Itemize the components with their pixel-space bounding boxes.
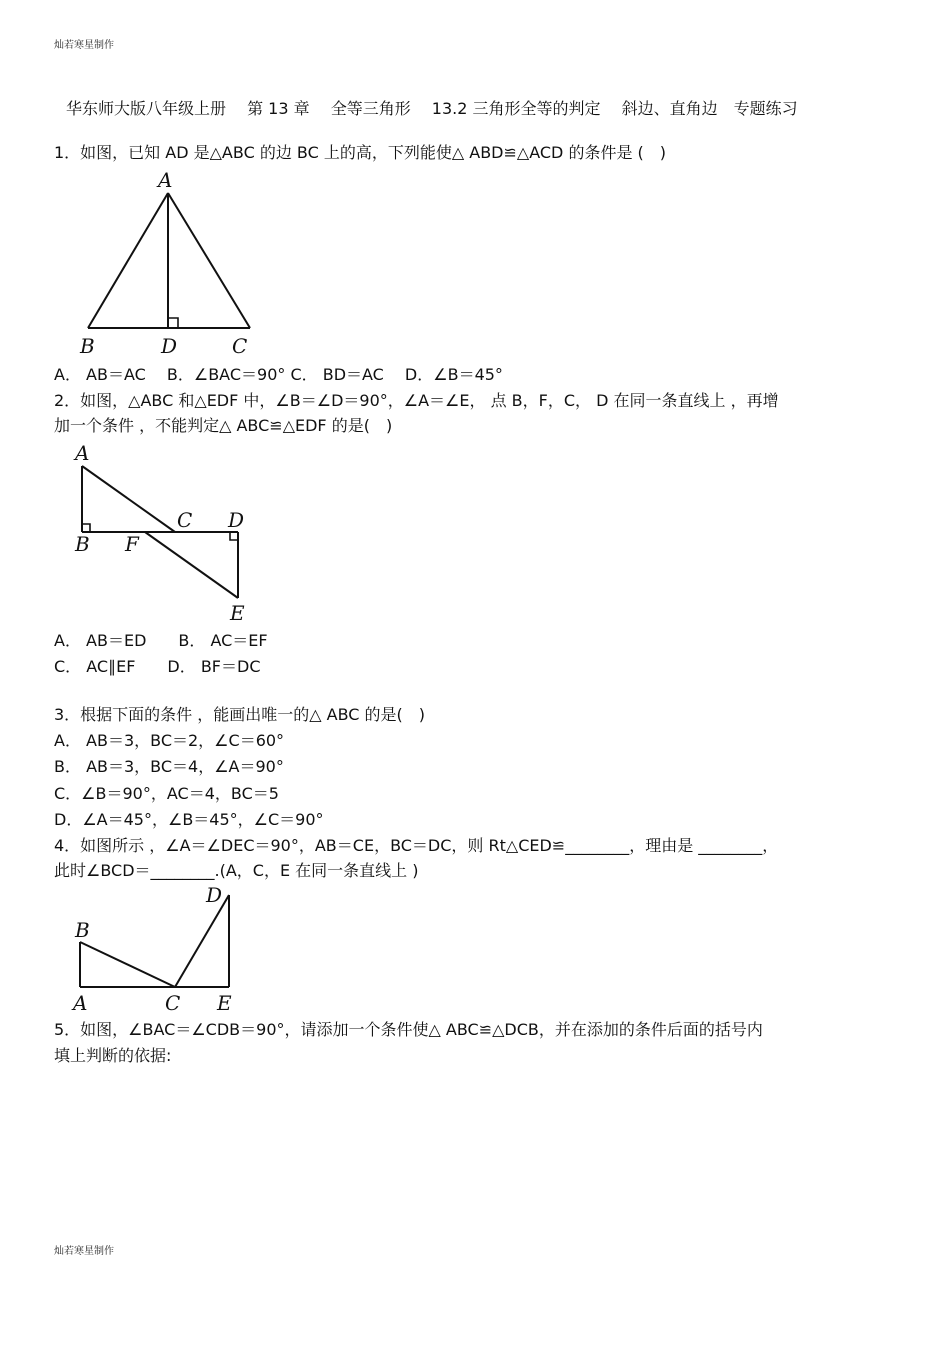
q5-stem-line2: 填上判断的依据: [54,1046,172,1065]
q4-label-e: E [217,991,232,1015]
q1-label-c: C [232,334,248,358]
q4-side-bc [80,942,175,987]
header-note: 灿若寒星制作 [54,40,114,51]
q1-side-ac [168,193,250,328]
q2-options-line1: A． AB＝ED B． AC＝EF [54,631,268,650]
q1-label-a: A [158,168,173,192]
q1-side-ab [88,193,168,328]
q2-label-c: C [177,508,193,532]
q2-stem-line2: 加一个条件 ，不能判定△ ABC≌△EDF 的是( ) [54,416,393,435]
q4-label-a: A [73,991,88,1015]
q4-stem-line2: 此时∠BCD＝________.(A，C，E 在同一条直线上 ) [54,861,419,880]
q3-stem: 3．根据下面的条件 ，能画出唯一的△ ABC 的是( ) [54,705,426,724]
q4-figure [65,880,250,1015]
q4-label-d: D [206,883,223,907]
q2-stem-line1: 2．如图，△ABC 和△EDF 中，∠B＝∠D＝90°，∠A＝∠E， 点 B，F，C， D 在同一条直线上 ，再增 [54,391,779,410]
q2-side-ef [145,532,238,598]
q2-right-angle-d [230,532,238,540]
q3-option-b: B． AB＝3，BC＝4，∠A＝90° [54,757,284,776]
q1-figure [60,165,280,360]
q4-label-c: C [165,991,181,1015]
q2-label-b: B [75,532,90,556]
q4-side-cd [175,895,229,987]
page-title: 华东师大版八年级上册 第 13 章 全等三角形 13.2 三角形全等的判定 斜边、直角边 专题练习 [66,99,798,118]
q2-options-line2: C． AC∥EF D． BF＝DC [54,657,261,676]
q1-options: A． AB＝AC B．∠BAC＝90° C． BD＝AC D．∠B＝45° [54,365,503,384]
q2-label-d: D [228,508,245,532]
q4-label-b: B [75,918,90,942]
q2-right-angle-b [82,524,90,532]
q1-right-angle-mark [168,318,178,328]
footer-note: 灿若寒星制作 [54,1246,114,1257]
q1-label-d: D [161,334,178,358]
q5-stem-line1: 5．如图，∠BAC＝∠CDB＝90°，请添加一个条件使△ ABC≌△DCB，并在添加的条件后面的括号内 [54,1020,763,1039]
q3-option-c: C．∠B＝90°，AC＝4，BC＝5 [54,784,279,803]
q2-label-a: A [75,441,90,465]
q2-label-e: E [230,601,245,625]
q2-figure [65,440,265,625]
q1-label-b: B [80,334,95,358]
q2-side-ac [82,466,175,532]
q1-stem: 1．如图，已知 AD 是△ABC 的边 BC 上的高，下列能使△ ABD≌△ACD 的条件是 ( ) [54,143,667,162]
q4-stem-line1: 4．如图所示 ，∠A＝∠DEC＝90°，AB＝CE，BC＝DC，则 Rt△CED≌________，理由是 ________， [54,836,779,855]
q3-option-d: D．∠A＝45°，∠B＝45°，∠C＝90° [54,810,324,829]
q2-label-f: F [125,532,139,556]
q3-option-a: A． AB＝3，BC＝2，∠C＝60° [54,731,285,750]
